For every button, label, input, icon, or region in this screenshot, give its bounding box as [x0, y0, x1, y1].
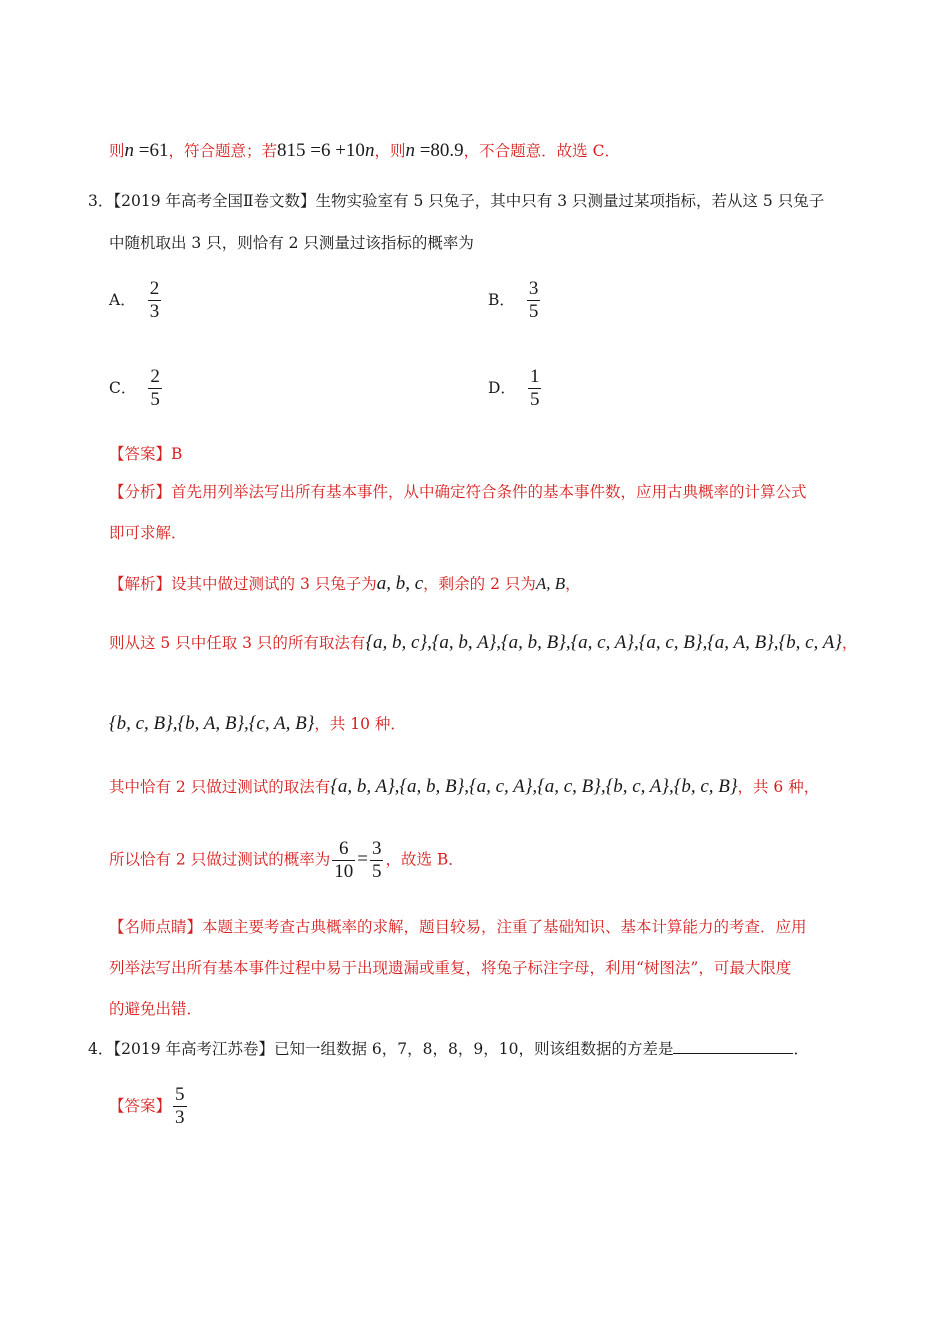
- q3-answer: [109, 445, 182, 464]
- solution-text: ，: [565, 575, 581, 593]
- analysis-tag: 【分析】: [109, 483, 172, 501]
- answer-fraction: [173, 1084, 187, 1129]
- numerator: 5: [175, 1084, 185, 1105]
- question-source: 【2019 年高考全国Ⅱ卷文数】: [113, 192, 316, 210]
- numerator: 3: [371, 838, 382, 859]
- solution-text: ，剩余的 2 只为: [423, 575, 536, 593]
- option-label: A．: [109, 291, 136, 310]
- answer-tag: 【答案】: [109, 1097, 172, 1116]
- q3-stem-line2: 中随机取出 3 只，则恰有 2 只测量过该指标的概率为: [109, 234, 474, 252]
- solution-text: 设其中做过测试的 3 只兔子为: [171, 575, 377, 593]
- option-d: [488, 366, 543, 411]
- q3-solution-line1: [109, 573, 581, 596]
- q3-solution-line2: [109, 632, 857, 655]
- math: {a, b, A},{a, b, B},{a, c, A},{a, c, B},{b, c, A},{b, c, B}: [330, 776, 738, 797]
- solution-text: 则从这 5 只中任取 3 只的所有取法有: [109, 634, 366, 652]
- option-fraction: [527, 278, 541, 323]
- question-number: 4．: [88, 1040, 114, 1058]
- math: {b, c, B},{b, A, B},{c, A, B}: [109, 713, 315, 734]
- denominator: 5: [528, 300, 539, 322]
- option-fraction: [148, 278, 162, 323]
- math: =61: [134, 140, 169, 161]
- denominator: 5: [150, 388, 160, 410]
- q3-analysis-line2: 即可求解．: [109, 524, 187, 542]
- answer-blank[interactable]: [673, 1039, 793, 1054]
- q3-solution-line4: [109, 776, 819, 799]
- math: a, b, c: [376, 573, 424, 594]
- q4-answer: [109, 1084, 189, 1129]
- question-source: 【2019 年高考江苏卷】: [113, 1040, 274, 1058]
- question-number: 3．: [88, 192, 114, 210]
- q3-stem-line1: [88, 192, 824, 211]
- math-var: n: [364, 140, 375, 161]
- numerator: 2: [149, 278, 160, 299]
- denominator: 3: [149, 300, 160, 322]
- q3-analysis-line1: [109, 483, 807, 502]
- equals-sign: =: [357, 848, 368, 870]
- text: ，则: [374, 142, 406, 160]
- q3-solution-line3: [109, 713, 406, 736]
- text: ，符合题意；若: [168, 142, 277, 160]
- fraction: [370, 838, 384, 883]
- math: {a, b, c},{a, b, A},{a, b, B},{a, c, A},{a, c, B},{a, A, B},{b, c, A}: [365, 632, 842, 653]
- solution-text: 其中恰有 2 只做过测试的取法有: [109, 778, 331, 796]
- comment-tag: 【名师点睛】: [109, 918, 203, 936]
- option-a: [109, 278, 163, 323]
- numerator: 6: [332, 838, 355, 861]
- option-b: [488, 278, 542, 323]
- solution-text: ，共 6 种，: [737, 778, 820, 796]
- denominator: 3: [175, 1106, 185, 1128]
- math: 815 =6 +10: [277, 140, 365, 161]
- denominator: 10: [334, 860, 354, 882]
- comment-text: 本题主要考查古典概率的求解，题目较易，注重了基础知识、基本计算能力的考查．应用: [202, 918, 807, 936]
- prev-solution-line: [109, 140, 620, 163]
- denominator: 5: [529, 388, 540, 410]
- answer-tag: 【答案】: [109, 445, 172, 463]
- solution-text: ，共 10 种．: [314, 715, 406, 733]
- question-text: 生物实验室有 5 只兔子，其中只有 3 只测量过某项指标，若从这 5 只兔子: [315, 192, 825, 210]
- question-text: 已知一组数据 6，7，8，8，9，10，则该组数据的方差是: [274, 1040, 674, 1058]
- option-c: [109, 366, 164, 411]
- text: 则: [109, 142, 125, 160]
- option-fraction: [148, 366, 162, 411]
- question-text: ．: [793, 1040, 809, 1058]
- fraction: [332, 838, 355, 883]
- math: =80.9: [414, 140, 464, 161]
- numerator: 1: [529, 366, 540, 387]
- answer-value: B: [171, 445, 183, 463]
- option-label: D．: [488, 379, 516, 398]
- denominator: 5: [371, 860, 382, 882]
- solution-tag: 【解析】: [109, 575, 172, 593]
- option-fraction: [528, 366, 542, 411]
- solution-text: ，: [841, 634, 858, 652]
- q3-solution-line5: [109, 838, 464, 883]
- q3-comment-line3: 的避免出错．: [109, 1000, 203, 1018]
- q3-comment-line2: 列举法写出所有基本事件过程中易于出现遗漏或重复，将兔子标注字母，利用“树图法”，可最大限度: [109, 959, 792, 977]
- option-label: B．: [488, 291, 515, 310]
- option-label: C．: [109, 379, 137, 398]
- q3-comment-line1: [109, 918, 807, 937]
- solution-text: 所以恰有 2 只做过测试的概率为: [109, 850, 331, 869]
- numerator: 3: [528, 278, 539, 299]
- solution-text: ，故选 B．: [385, 850, 464, 869]
- q4-stem: [88, 1039, 809, 1059]
- math-var: n: [124, 140, 135, 161]
- text: ，不合题意．故选 C．: [463, 142, 620, 160]
- math-var: n: [405, 140, 415, 161]
- analysis-text: 首先用列举法写出所有基本事件，从中确定符合条件的基本事件数，应用古典概率的计算公式: [171, 483, 807, 501]
- numerator: 2: [150, 366, 160, 387]
- math: A, B: [535, 574, 566, 593]
